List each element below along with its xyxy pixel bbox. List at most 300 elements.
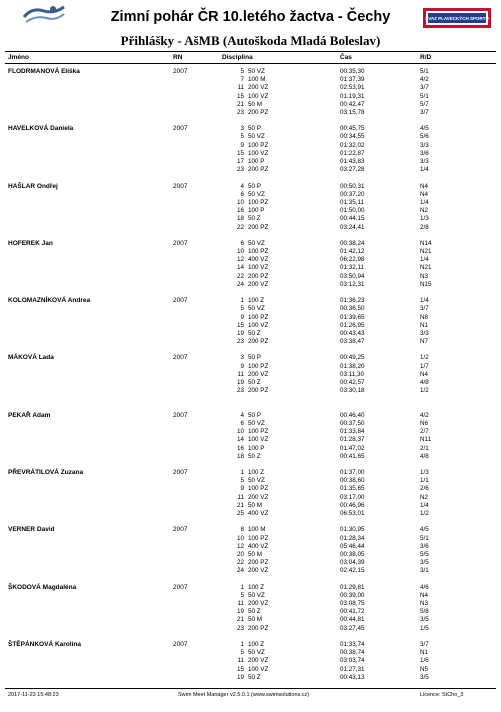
swimmer-name: MÁKOVÁ Lada [8,354,54,362]
swimmer-name: ŠKODOVÁ Magdaléna [8,583,77,591]
event-discipline: 50 M [248,501,262,509]
event-heat-lane: 5/1 [420,68,429,75]
event-row [0,215,501,223]
event-time: 00:46,40 [340,411,365,419]
event-row [0,191,501,199]
event-heat-lane: 3/6 [420,542,429,550]
event-heat-lane: 3/1 [420,567,429,575]
event-time: 05:46,44 [340,542,365,550]
event-time: 00:34,55 [340,133,365,141]
event-heat-lane: 5/1 [420,92,429,100]
event-row [0,649,501,657]
event-number: 4 [240,182,244,190]
event-number: 6 [240,239,244,247]
event-number: 5 [240,68,244,75]
event-time: 03:50,94 [340,272,365,280]
event-number: 19 [236,379,244,387]
event-time: 00:38,24 [340,239,365,247]
event-discipline: 200 PZ [248,272,269,280]
event-row [0,559,501,567]
event-row [0,281,501,289]
event-row [0,592,501,600]
event-row [0,608,501,616]
event-discipline: 400 VZ [248,542,269,550]
title-divider [5,51,496,52]
event-time: 01:29,81 [340,583,365,591]
event-discipline: 50 M [248,100,262,108]
event-heat-lane: 5/6 [420,133,429,141]
event-row [0,166,501,174]
event-heat-lane: N8 [420,313,429,321]
event-row [0,510,501,518]
event-number: 20 [236,550,244,558]
swimmer-birth-year: 2007 [173,411,188,419]
event-time: 00:41,72 [340,608,365,616]
event-time: 01:37,39 [340,76,365,84]
swimmer-name: VERNER David [8,526,55,534]
event-time: 01:47,02 [340,444,365,452]
event-discipline: 200 VZ [248,600,269,608]
event-time: 01:33,74 [340,640,365,648]
event-number: 25 [236,510,244,518]
event-discipline: 200 PZ [248,559,269,567]
event-discipline: 100 VZ [248,665,269,673]
event-time: 00:38,60 [340,477,365,485]
event-number: 22 [236,559,244,567]
event-number: 18 [236,452,244,460]
event-time: 01:36,23 [340,297,365,305]
event-discipline: 200 PZ [248,223,269,231]
event-time: 00:38,74 [340,649,365,657]
event-time: 00:39,00 [340,591,365,599]
event-time: 06:53,01 [340,510,365,518]
event-row [0,264,501,272]
event-time: 01:26,95 [340,321,365,329]
event-number: 24 [236,280,244,288]
event-time: 01:32,02 [340,141,365,149]
event-discipline: 200 VZ [248,84,269,92]
event-discipline: 50 VZ [248,591,265,599]
event-row [0,445,501,453]
event-number: 16 [236,444,244,452]
event-discipline: 100 Z [248,583,265,591]
event-number: 1 [240,469,244,477]
event-time: 03:03,74 [340,657,365,665]
event-row [0,535,501,543]
event-discipline: 200 VZ [248,370,269,378]
event-number: 15 [236,665,244,673]
event-discipline: 50 P [248,354,261,362]
column-rn: RN [173,54,183,61]
event-heat-lane: 3/7 [420,109,429,116]
event-row [0,150,501,158]
column-name: Jméno [8,54,29,61]
event-heat-lane: 1/7 [420,362,429,370]
event-discipline: 50 Z [248,215,261,223]
event-time: 00:37,20 [340,190,365,198]
event-number: 9 [240,485,244,493]
footer-license: Licence: SICho_3 [420,692,464,698]
swimmer-entry [0,293,501,350]
event-time: 03:17,00 [340,493,365,501]
event-row [0,485,501,493]
event-number: 5 [240,133,244,141]
event-discipline: 100 VZ [248,436,269,444]
event-time: 01:32,11 [340,264,365,272]
event-number: 1 [240,583,244,591]
event-row [0,526,501,534]
event-heat-lane: N21 [420,248,432,256]
event-row [0,543,501,551]
event-row [0,133,501,141]
event-heat-lane: 1/4 [420,198,429,206]
event-discipline: 100 P [248,444,265,452]
swimmer-birth-year: 2007 [173,469,188,477]
event-discipline: 100 Z [248,469,265,477]
event-number: 9 [240,141,244,149]
event-number: 19 [236,329,244,337]
event-time: 00:41,65 [340,452,365,460]
swimmer-entry [0,637,501,694]
event-discipline: 100 M [248,76,266,84]
event-discipline: 200 PZ [248,624,269,632]
event-heat-lane: 4/8 [420,452,429,460]
event-heat-lane: 1/3 [420,215,429,223]
event-discipline: 50 Z [248,379,261,387]
event-discipline: 50 Z [248,608,261,616]
event-discipline: 100 Z [248,297,265,305]
event-time: 01:35,65 [340,485,365,493]
event-heat-lane: N1 [420,649,429,657]
event-number: 10 [236,428,244,436]
event-time: 03:30,18 [340,387,365,395]
page-subtitle: Přihlášky - AšMB (Autoškoda Mladá Boleslav) [120,33,381,48]
event-number: 16 [236,207,244,215]
swimmer-name: HAVELKOVÁ Daniela [8,125,74,133]
event-row [0,436,501,444]
event-time: 01:19,31 [340,92,365,100]
event-number: 23 [236,109,244,116]
event-row [0,453,501,461]
event-row [0,412,501,420]
event-number: 9 [240,313,244,321]
event-heat-lane: 2/6 [420,485,429,493]
event-heat-lane: N1 [420,321,429,329]
event-heat-lane: N11 [420,436,432,444]
event-discipline: 400 VZ [248,510,269,518]
event-number: 23 [236,338,244,346]
event-number: 4 [240,411,244,419]
event-row [0,68,501,76]
event-heat-lane: N4 [420,370,429,378]
event-row [0,101,501,109]
swimmer-entry [0,179,501,236]
event-time: 03:38,47 [340,338,365,346]
event-row [0,379,501,387]
event-number: 1 [240,297,244,305]
event-number: 23 [236,166,244,174]
event-row [0,330,501,338]
event-heat-lane: 4/8 [420,379,429,387]
swimmer-birth-year: 2007 [173,239,188,247]
event-row [0,371,501,379]
event-number: 5 [240,591,244,599]
event-time: 00:45,75 [340,125,365,133]
event-time: 01:28,34 [340,534,365,542]
event-heat-lane: 1/6 [420,657,429,665]
event-number: 10 [236,248,244,256]
event-number: 11 [237,493,244,501]
event-row [0,625,501,633]
event-heat-lane: N3 [420,600,429,608]
swimmer-entry [0,64,501,121]
event-number: 21 [236,616,244,624]
event-number: 5 [240,477,244,485]
event-time: 03:15,78 [340,109,365,116]
event-number: 11 [237,657,244,665]
swimmer-birth-year: 2007 [173,354,188,362]
swimmer-name: HOFEREK Jan [8,239,53,247]
event-number: 3 [240,125,244,133]
swimmer-entry [0,580,501,637]
event-number: 5 [240,649,244,657]
event-row [0,256,501,264]
event-number: 5 [240,305,244,313]
page-title: Zimní pohár ČR 10.letého žactva - Čechy [110,9,391,25]
swimmer-name: PEKAŘ Adam [8,411,51,419]
event-discipline: 200 VZ [248,657,269,665]
federation-logo-icon [423,8,491,28]
event-number: 8 [240,526,244,534]
event-discipline: 200 VZ [248,493,269,501]
event-time: 01:39,65 [340,313,365,321]
event-number: 10 [236,198,244,206]
event-row [0,363,501,371]
event-number: 11 [237,600,244,608]
event-number: 9 [240,362,244,370]
event-time: 00:35,30 [340,68,365,75]
event-heat-lane: 4/5 [420,526,429,534]
event-row [0,338,501,346]
event-row [0,584,501,592]
event-time: 00:38,05 [340,550,365,558]
event-heat-lane: N14 [420,239,432,247]
event-number: 22 [236,223,244,231]
swimmer-name: KOLOMAZNÍKOVÁ Andrea [8,297,91,305]
event-row [0,273,501,281]
event-heat-lane: N4 [420,190,429,198]
event-row [0,616,501,624]
event-time: 00:50,31 [340,182,365,190]
footer-divider [5,688,496,689]
event-discipline: 50 VZ [248,133,265,141]
event-number: 21 [236,100,244,108]
event-discipline: 100 PZ [248,313,269,321]
swimmer-name: PŘEVRÁTILOVÁ Zuzana [8,469,84,477]
event-time: 06:22,98 [340,256,365,264]
event-time: 03:08,75 [340,600,365,608]
column-discipline: Disciplina [222,54,253,61]
event-discipline: 100 P [248,158,265,166]
event-heat-lane: 3/3 [420,158,429,166]
event-discipline: 100 VZ [248,264,269,272]
event-time: 01:33,84 [340,428,365,436]
event-heat-lane: 1/4 [420,297,429,305]
event-discipline: 100 PZ [248,534,269,542]
event-discipline: 100 PZ [248,198,269,206]
event-number: 22 [236,272,244,280]
swimmer-birth-year: 2007 [173,125,188,133]
event-row [0,428,501,436]
event-time: 00:43,13 [340,673,365,681]
event-row [0,322,501,330]
swimmer-birth-year: 2007 [173,182,188,190]
event-number: 6 [240,190,244,198]
swimmer-birth-year: 2007 [173,526,188,534]
event-heat-lane: 4/5 [420,125,429,133]
event-time: 00:49,25 [340,354,365,362]
event-time: 03:27,45 [340,624,365,632]
column-rd: R/D [420,54,432,61]
event-time: 03:12,31 [340,280,365,288]
event-discipline: 200 VZ [248,567,269,575]
event-number: 7 [240,76,244,84]
event-row [0,76,501,84]
event-heat-lane: 1/2 [420,354,429,362]
event-discipline: 100 VZ [248,92,269,100]
event-row [0,199,501,207]
event-discipline: 50 Z [248,673,261,681]
event-discipline: 200 PZ [248,387,269,395]
event-row [0,248,501,256]
event-discipline: 100 VZ [248,149,269,157]
event-row [0,420,501,428]
event-heat-lane: 1/2 [420,510,429,518]
column-headers [0,54,501,63]
event-discipline: 200 PZ [248,109,269,116]
event-number: 15 [236,321,244,329]
event-heat-lane: 1/4 [420,501,429,509]
event-row [0,641,501,649]
event-heat-lane: N4 [420,591,429,599]
swimmer-name: HAŠLAR Ondřej [8,182,58,190]
event-time: 01:22,87 [340,149,365,157]
event-heat-lane: 3/6 [420,149,429,157]
event-time: 01:35,11 [340,198,365,206]
event-heat-lane: 3/5 [420,616,429,624]
event-heat-lane: N2 [420,207,429,215]
event-row [0,142,501,150]
event-row [0,674,501,682]
event-number: 23 [236,624,244,632]
swimmer-entry [0,121,501,178]
logo-right-text: SVAZ PLAVECKÝCH SPORTŮ [425,16,489,21]
event-row [0,657,501,665]
event-time: 03:04,39 [340,559,365,567]
event-number: 11 [237,370,244,378]
event-heat-lane: 4/2 [420,411,429,419]
event-discipline: 200 VZ [248,280,269,288]
event-heat-lane: N7 [420,338,429,346]
event-heat-lane: 1/1 [420,477,429,485]
event-time: 02:53,91 [340,84,365,92]
event-number: 11 [237,84,244,92]
event-time: 01:42,12 [340,248,365,256]
event-row [0,109,501,117]
event-discipline: 50 P [248,125,261,133]
event-time: 01:38,20 [340,362,365,370]
event-heat-lane: N6 [420,419,429,427]
event-row [0,387,501,395]
event-number: 19 [236,673,244,681]
event-discipline: 100 PZ [248,428,269,436]
swimmer-entry [0,350,501,407]
event-time: 01:43,83 [340,158,365,166]
event-heat-lane: 3/7 [420,640,429,648]
event-time: 00:37,50 [340,419,365,427]
event-discipline: 50 VZ [248,419,265,427]
event-discipline: 100 M [248,526,266,534]
event-heat-lane: 3/7 [420,84,429,92]
event-row [0,224,501,232]
event-row [0,93,501,101]
event-discipline: 50 M [248,616,262,624]
event-discipline: 50 VZ [248,649,265,657]
event-time: 03:11,30 [340,370,365,378]
event-time: 03:24,41 [340,223,365,231]
event-heat-lane: 2/8 [420,223,429,231]
event-discipline: 100 PZ [248,248,269,256]
event-number: 23 [236,387,244,395]
event-heat-lane: 1/5 [420,624,429,632]
event-number: 19 [236,608,244,616]
event-number: 1 [240,640,244,648]
event-number: 12 [236,542,244,550]
event-discipline: 50 P [248,182,261,190]
event-heat-lane: N21 [420,264,432,272]
event-time: 01:50,00 [340,207,365,215]
event-discipline: 50 VZ [248,305,265,313]
event-heat-lane: 5/7 [420,100,429,108]
event-row [0,551,501,559]
swimmer-entry [0,465,501,522]
event-time: 00:43,43 [340,329,365,337]
event-time: 03:27,28 [340,166,365,174]
swimmer-birth-year: 2007 [173,68,188,75]
swimmer-entry [0,408,501,465]
event-row [0,305,501,313]
event-heat-lane: 5/1 [420,534,429,542]
event-time: 00:36,50 [340,305,365,313]
event-number: 15 [236,149,244,157]
event-row [0,297,501,305]
event-heat-lane: 4/6 [420,583,429,591]
event-heat-lane: N4 [420,182,429,190]
event-time: 00:44,15 [340,215,365,223]
event-time: 01:37,00 [340,469,365,477]
event-heat-lane: N15 [420,280,432,288]
event-time: 00:42,57 [340,379,365,387]
event-heat-lane: N3 [420,272,429,280]
event-row [0,494,501,502]
event-row [0,666,501,674]
event-discipline: 200 PZ [248,166,269,174]
event-time: 01:28,37 [340,436,365,444]
event-row [0,314,501,322]
event-discipline: 400 VZ [248,256,269,264]
event-row [0,600,501,608]
event-time: 01:30,95 [340,526,365,534]
